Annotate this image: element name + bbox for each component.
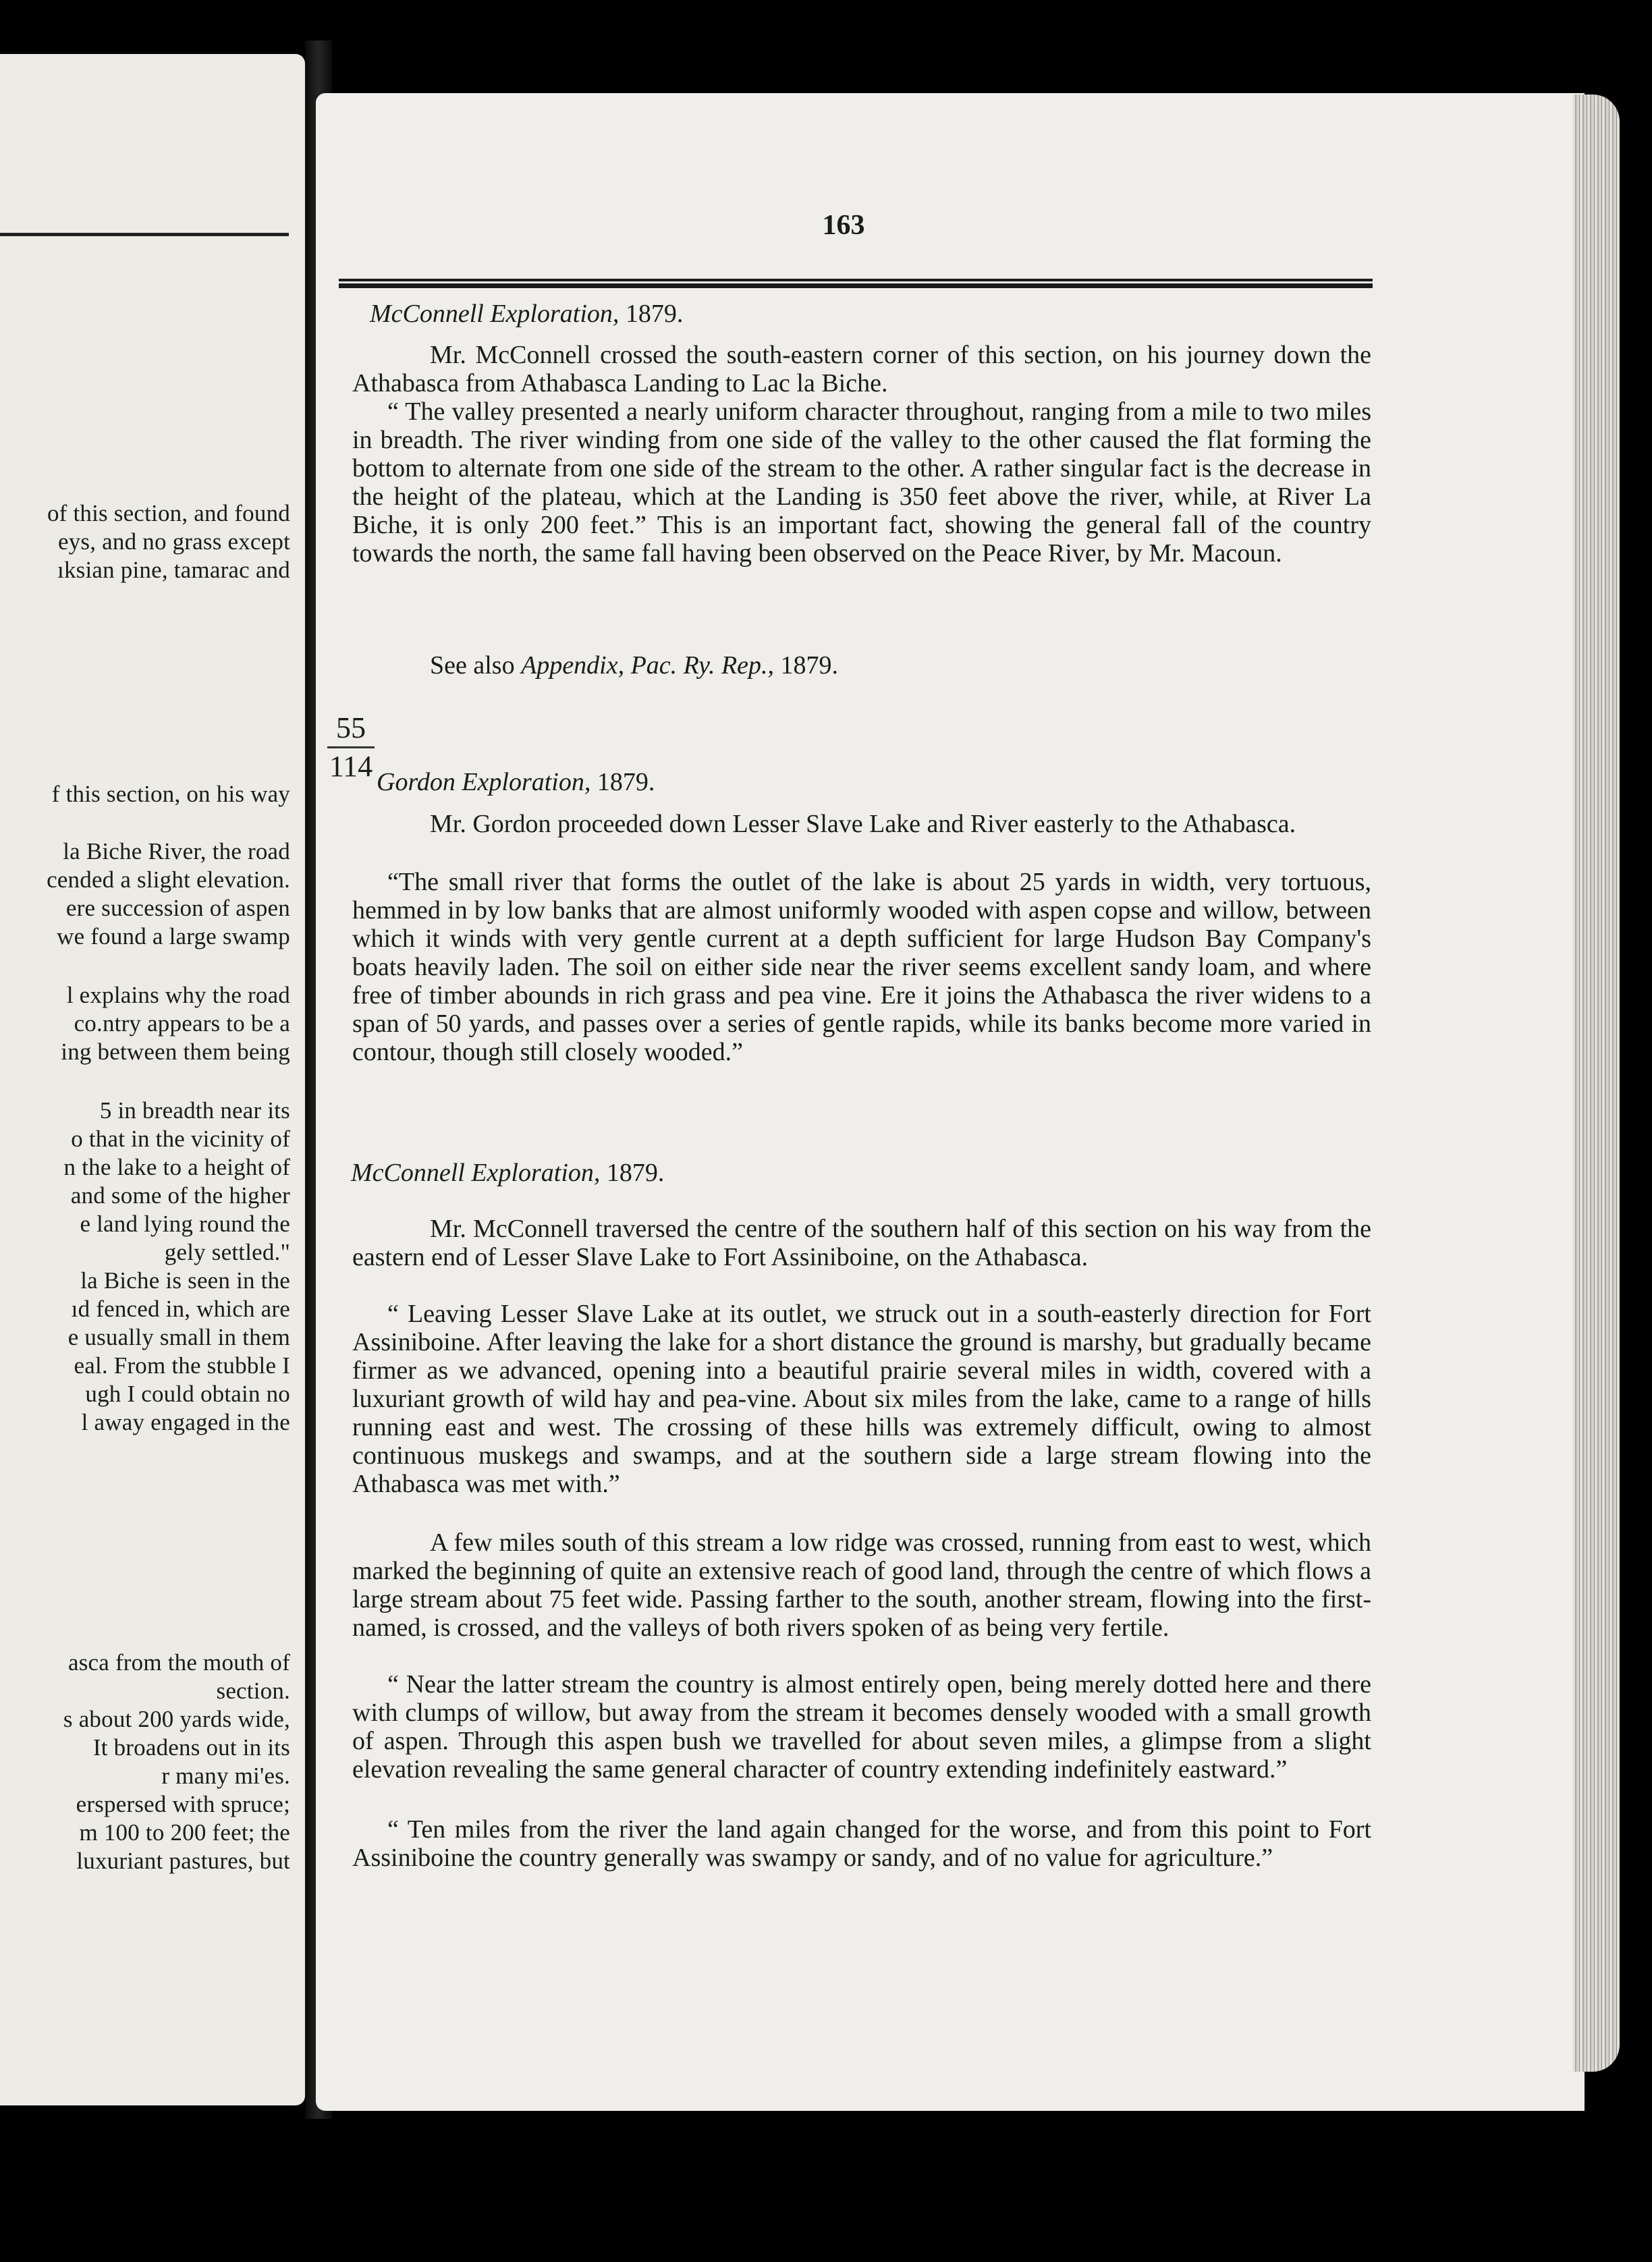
left-page-line: ıd fenced in, which are bbox=[71, 1296, 290, 1322]
left-page-line: 5 in breadth near its bbox=[99, 1097, 290, 1124]
paragraph: “ Leaving Lesser Slave Lake at its outlet, we struck out in a south-easterly direction for Fort Assiniboine. After leaving the lake for a short distance the ground is marshy, but gradually became firmer as we advanced, opening into a beautiful prairie several miles in width, covered with a luxuriant growth of wild hay and pea-vine. About six miles from the lake, came to a range of hills running east and west. The crossing of these hills was extremely difficult, owing to almost continuous muskegs and swamps, and at the southern side a large stream flowing into the Athabasca was met with.” bbox=[352, 1300, 1371, 1498]
paragraph: A few miles south of this stream a low ridge was crossed, running from east to west, which marked the beginning of quite an extensive reach of good land, through the centre of which flows a large stream about 75 feet wide. Passing farther to the south, another stream, flowing into the first-named, is crossed, and the valleys of both rivers spoken of as being very fertile. bbox=[352, 1528, 1371, 1642]
margin-annotation bbox=[327, 711, 375, 783]
left-page-line: s about 200 yards wide, bbox=[63, 1706, 290, 1732]
page-edges bbox=[1572, 94, 1620, 2072]
left-page-line: m 100 to 200 feet; the bbox=[79, 1819, 290, 1846]
left-page-line: of this section, and found bbox=[47, 500, 290, 526]
left-page-line: n the lake to a height of bbox=[63, 1154, 290, 1180]
paragraph: “The small river that forms the outlet of the lake is about 25 yards in width, very tortuous, hemmed in by low banks that are almost uniformly wooded with aspen copse and willow, between which it winds with very gentle current at a depth sufficient for large Hudson Bay Company's boats heavily laden. The soil on either side near the river seems excellent sandy loam, and where free of timber abounds in rich grass and pea vine. Ere it joins the Athabasca the river widens to a span of 50 yards, and passes over a series of gentle rapids, while its banks become more varied in contour, though still closely wooded.” bbox=[352, 868, 1371, 1066]
left-page-line: f this section, on his way bbox=[51, 781, 290, 807]
paragraph: Mr. McConnell traversed the centre of the southern half of this section on his way from the eastern end of Lesser Slave Lake to Fort Assiniboine, on the Athabasca. bbox=[352, 1215, 1371, 1271]
section-heading-mcconnell-1 bbox=[370, 299, 683, 329]
paragraph: Mr. McConnell crossed the south-eastern corner of this section, on his journey down the Athabasca from Athabasca Landing to Lac la Biche. bbox=[352, 341, 1371, 397]
left-page-line: gely settled." bbox=[164, 1239, 290, 1265]
heading-year: 1879. bbox=[625, 300, 684, 328]
left-page-rule bbox=[0, 233, 289, 236]
left-page-line: la Biche is seen in the bbox=[80, 1267, 290, 1294]
left-page-line: cended a slight elevation. bbox=[47, 866, 290, 893]
left-page-line: l away engaged in the bbox=[81, 1409, 290, 1435]
left-page-line: eys, and no grass except bbox=[58, 528, 290, 555]
left-page-line: l explains why the road bbox=[66, 982, 290, 1008]
paragraph: “ Near the latter stream the country is almost entirely open, being merely dotted here and there with clumps of willow, but away from the stream it becomes densely wooded with a small growth of aspen. Through this aspen bush we travelled for about seven miles, a glimpse from a slight elevation revealing the same general character of country extending indefinitely eastward.” bbox=[352, 1670, 1371, 1784]
left-page-line: ing between them being bbox=[61, 1039, 290, 1065]
paragraph: “ The valley presented a nearly uniform character throughout, ranging from a mile to two miles in breadth. The river winding from one side of the valley to the other caused the flat forming the bottom to alternate from one side of the stream to the other. A rather singular fact is the decrease in the height of the plateau, which at the Landing is 350 feet above the river, while, at River La Biche, it is only 200 feet.” This is an important fact, showing the general fall of the country towards the north, the same fall having been observed on the Peace River, by Mr. Macoun. bbox=[352, 397, 1371, 568]
paragraph: “ Ten miles from the river the land again changed for the worse, and from this point to Fort Assiniboine the country generally was swampy or sandy, and of no value for agriculture.” bbox=[352, 1815, 1371, 1872]
section-heading-gordon bbox=[377, 767, 655, 797]
left-page-line: It broadens out in its bbox=[92, 1734, 290, 1761]
left-page-line: ugh I could obtain no bbox=[85, 1381, 290, 1407]
left-page-line: e usually small in them bbox=[67, 1324, 290, 1350]
left-page-line: section. bbox=[216, 1678, 290, 1704]
header-rule bbox=[339, 279, 1373, 288]
left-page bbox=[0, 54, 305, 2105]
heading-year: 1879. bbox=[597, 768, 655, 796]
heading-text: McConnell Exploration, bbox=[370, 300, 620, 328]
page-number: 163 bbox=[822, 210, 865, 241]
paragraph: Mr. Gordon proceeded down Lesser Slave Lake and River easterly to the Athabasca. bbox=[430, 810, 1296, 838]
left-page-line: ere succession of aspen bbox=[65, 895, 290, 921]
see-reference: Appendix, Pac. Ry. Rep., bbox=[521, 651, 775, 680]
left-page-line: la Biche River, the road bbox=[63, 838, 290, 864]
margin-number-bottom: 114 bbox=[329, 750, 373, 783]
left-page-line: eal. From the stubble I bbox=[74, 1352, 290, 1379]
left-page-line: e land lying round the bbox=[80, 1211, 290, 1237]
heading-text: Gordon Exploration, bbox=[377, 768, 591, 796]
left-page-line: and some of the higher bbox=[70, 1182, 290, 1209]
heading-text: McConnell Exploration, bbox=[351, 1159, 601, 1187]
left-page-line: co.ntry appears to be a bbox=[74, 1010, 290, 1037]
left-page-line: asca from the mouth of bbox=[67, 1649, 290, 1676]
left-page-line: o that in the vicinity of bbox=[71, 1126, 290, 1152]
see-year: 1879. bbox=[780, 651, 839, 680]
section-heading-mcconnell-2 bbox=[351, 1158, 664, 1188]
see-prefix: See also bbox=[430, 651, 515, 680]
heading-year: 1879. bbox=[606, 1159, 665, 1187]
left-page-line: ıksian pine, tamarac and bbox=[57, 557, 290, 583]
left-page-line: luxuriant pastures, but bbox=[76, 1848, 290, 1874]
left-page-line: erspersed with spruce; bbox=[76, 1791, 290, 1817]
margin-number-top: 55 bbox=[327, 711, 375, 748]
see-also-line bbox=[430, 651, 838, 680]
left-page-line: we found a large swamp bbox=[57, 923, 290, 949]
left-page-line: r many mi'es. bbox=[161, 1763, 290, 1789]
